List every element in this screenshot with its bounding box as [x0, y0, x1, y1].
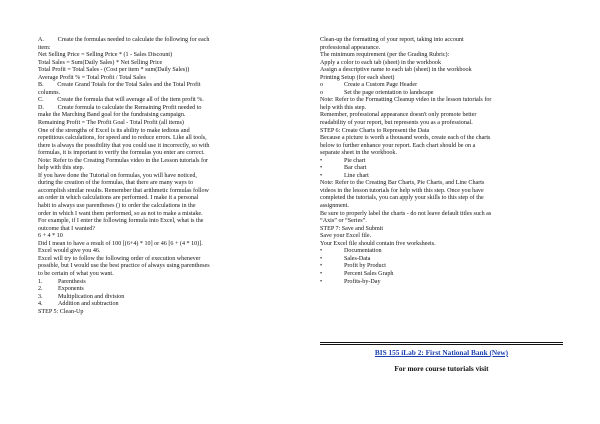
- line-text: Create a Custom Page Header: [344, 82, 418, 89]
- line-text: Documentation: [344, 248, 382, 255]
- list-marker: •: [320, 263, 323, 270]
- list-marker: •: [320, 172, 323, 179]
- text-line: [320, 75, 575, 83]
- line-text: D. Create formula to calculate the Remaining Profit needed to: [38, 104, 202, 111]
- line-text: A. Create the formulas needed to calculate the following for each: [38, 37, 210, 43]
- text-line: [38, 226, 290, 234]
- line-text: Average Profit % = Total Profit / Total Sales: [38, 74, 146, 81]
- text-line: [320, 45, 575, 53]
- text-line: [320, 165, 575, 173]
- line-text: habit to always use parentheses () to order the calculations in the: [38, 203, 196, 210]
- course-link[interactable]: BIS 155 iLab 2: First National Bank (New): [374, 348, 509, 357]
- text-line: [38, 301, 290, 309]
- text-line: [38, 211, 290, 219]
- line-text: help with this step.: [320, 104, 367, 111]
- line-text: Note: Refer to the Formatting Cleanup video in the lesson tutorials for: [320, 97, 492, 104]
- line-text: Assign a descriptive name to each tab (sheet) in the workbook: [320, 67, 472, 74]
- line-text: formulas, it is important to verify the formulas you enter are correct.: [38, 150, 205, 157]
- line-text: assignment.: [320, 203, 349, 210]
- text-line: [38, 120, 290, 128]
- line-text: Remember, professional appearance doesn't only promote better: [320, 112, 477, 119]
- text-line: [320, 67, 575, 75]
- line-text: Apply a color to each tab (sheet) in the workbook: [320, 59, 441, 66]
- text-line: [320, 241, 575, 249]
- text-line: [38, 309, 290, 317]
- line-text: item:: [38, 44, 51, 51]
- line-text: to be certain of what you want.: [38, 270, 114, 277]
- list-marker: •: [320, 278, 323, 285]
- text-line: [38, 180, 290, 188]
- text-line: [320, 218, 575, 226]
- text-line: [38, 82, 290, 90]
- line-text: Profits-by-Day: [344, 278, 381, 285]
- text-line: [38, 45, 290, 53]
- list-marker: o: [320, 89, 324, 96]
- line-text: Excel will try to follow the following order of execution whenever: [38, 255, 201, 262]
- text-line: [320, 271, 575, 279]
- left-column: [38, 37, 290, 316]
- line-text: Note: Refer to the Creating Bar Charts, Pie Charts, and Line Charts: [320, 180, 485, 187]
- line-text: there is always the possibility that you could use it incorrectly, so with: [38, 142, 210, 149]
- line-text: B. Create Grand Totals for the Total Sales and the Total Profit: [38, 82, 201, 89]
- line-text: Printing Setup (for each sheet): [320, 74, 395, 81]
- more-tutorials-text: For more course tutorials visit: [394, 364, 489, 373]
- line-text: Be sure to properly label the charts - do not leave default titles such as: [320, 210, 492, 217]
- text-line: [38, 263, 290, 271]
- list-marker: •: [320, 248, 323, 255]
- line-text: Did I mean to have a result of 100 [(6+4) * 10] or 46 [6 + (4 * 10)].: [38, 240, 203, 247]
- line-text: STEP 6: Create Charts to Represent the Data: [320, 127, 430, 134]
- line-text: possible, but I would use the best practice of always using parentheses: [38, 263, 210, 270]
- text-line: [38, 286, 290, 294]
- line-text: Bar chart: [344, 165, 367, 172]
- text-line: [320, 263, 575, 271]
- text-line: [38, 294, 290, 302]
- text-line: [38, 37, 290, 45]
- line-text: One of the strengths of Excel is its ability to make tedious and: [38, 127, 190, 134]
- line-text: 6 + 4 * 10: [38, 233, 63, 240]
- line-text: Profit by Product: [344, 263, 386, 270]
- text-line: [320, 120, 575, 128]
- line-text: make the Marching Band goal for the fundraising campaign.: [38, 112, 186, 119]
- text-line: [320, 203, 575, 211]
- text-line: [38, 97, 290, 105]
- text-line: [320, 211, 575, 219]
- line-text: an order in which calculations are performed. I make it a personal: [38, 195, 199, 202]
- right-column: [320, 37, 575, 286]
- text-line: [320, 158, 575, 166]
- line-text: separate sheet in the workbook.: [320, 150, 397, 157]
- list-marker: •: [320, 165, 323, 172]
- line-text: Sales-Data: [344, 255, 371, 262]
- line-text: Total Profit = Total Sales - (Cost per item * sum(Daily Sales)): [38, 67, 190, 74]
- line-text: Line chart: [344, 172, 369, 179]
- line-text: Exponents: [58, 286, 84, 293]
- line-text: Parenthesis: [58, 278, 86, 285]
- line-text: outcome that I wanted?: [38, 225, 96, 232]
- text-line: [320, 97, 575, 105]
- line-text: Remaining Profit = The Profit Goal - Total Profit (all items): [38, 120, 184, 127]
- line-text: Multiplication and division: [58, 293, 125, 300]
- list-marker: 4.: [38, 301, 43, 308]
- line-text: order in which I want them performed, so as not to make a mistake.: [38, 210, 203, 217]
- text-line: [320, 248, 575, 256]
- text-line: [38, 195, 290, 203]
- line-text: Net Selling Price = Selling Price * (1 - Sales Discount): [38, 52, 173, 59]
- text-line: [38, 128, 290, 136]
- text-line: [320, 135, 575, 143]
- text-line: [38, 241, 290, 249]
- line-text: Save your Excel file.: [320, 233, 372, 240]
- divider-rule: [320, 342, 563, 345]
- list-marker: •: [320, 255, 323, 262]
- text-line: [320, 279, 575, 287]
- line-text: Excel would give you 46.: [38, 248, 101, 255]
- text-line: [320, 143, 575, 151]
- text-line: [38, 67, 290, 75]
- text-line: [320, 52, 575, 60]
- text-line: [38, 158, 290, 166]
- text-line: [320, 37, 575, 45]
- line-text: Because a picture is worth a thousand words, create each of the charts: [320, 135, 491, 142]
- line-text: professional appearance.: [320, 44, 381, 51]
- text-line: [38, 248, 290, 256]
- text-line: [38, 233, 290, 241]
- text-line: [320, 233, 575, 241]
- list-marker: o: [320, 82, 324, 89]
- list-marker: 1.: [38, 278, 43, 285]
- text-line: [38, 112, 290, 120]
- line-text: completed the tutorials, you can apply your skills to this step of the: [320, 195, 484, 202]
- text-line: [38, 271, 290, 279]
- line-text: STEP 5: Clean-Up: [38, 308, 84, 315]
- text-line: [320, 180, 575, 188]
- list-marker: 3.: [38, 293, 43, 300]
- text-line: [38, 135, 290, 143]
- text-line: [320, 128, 575, 136]
- list-marker: •: [320, 157, 323, 164]
- line-text: C. Create the formula that will average all of the item profit %.: [38, 97, 204, 104]
- text-line: [38, 218, 290, 226]
- line-text: Clean-up the formatting of your report, taking into account: [320, 37, 464, 43]
- line-text: Total Sales = Sum(Daily Sales) * Net Selling Price: [38, 59, 163, 66]
- line-text: help with this step.: [38, 165, 85, 172]
- text-line: [38, 203, 290, 211]
- line-text: For example, if I enter the following formula into Excel, what is the: [38, 218, 204, 225]
- line-text: Note: Refer to the Creating Formulas video in the Lesson tutorials for: [38, 157, 209, 164]
- line-text: Addition and subtraction: [58, 301, 119, 308]
- line-text: “Axis” or “Series”.: [320, 218, 367, 225]
- line-text: accomplish similar results. Remember that arithmetic formulas follow: [38, 187, 209, 194]
- line-text: videos in the lesson tutorials for help with this step. Once you have: [320, 187, 484, 194]
- line-text: The minimum requirement (per the Grading Rubric):: [320, 52, 450, 59]
- line-text: readability of your report, but represents you as a professional.: [320, 120, 473, 127]
- line-text: Percent Sales Graph: [344, 270, 394, 277]
- text-line: [320, 150, 575, 158]
- text-line: [38, 165, 290, 173]
- text-line: [320, 112, 575, 120]
- line-text: Your Excel file should contain five worksheets.: [320, 240, 436, 247]
- line-text: If you have done the Tutorial on formulas, you will have noticed,: [38, 172, 197, 179]
- list-marker: •: [320, 270, 323, 277]
- line-text: columns.: [38, 89, 61, 96]
- line-text: STEP 7: Save and Submit: [320, 225, 384, 232]
- line-text: during the creation of the formulas, that there are many ways to: [38, 180, 193, 187]
- text-line: [320, 195, 575, 203]
- text-line: [38, 279, 290, 287]
- line-text: repetitious calculations, for speed and to reduce errors. Like all tools,: [38, 135, 207, 142]
- text-line: [38, 52, 290, 60]
- list-marker: 2.: [38, 286, 43, 293]
- line-text: below to further enhance your report. Each chart should be on a: [320, 142, 476, 149]
- line-text: Pie chart: [344, 157, 366, 164]
- line-text: Set the page orientation to landscape: [344, 89, 434, 96]
- text-line: [320, 82, 575, 90]
- text-line: [38, 150, 290, 158]
